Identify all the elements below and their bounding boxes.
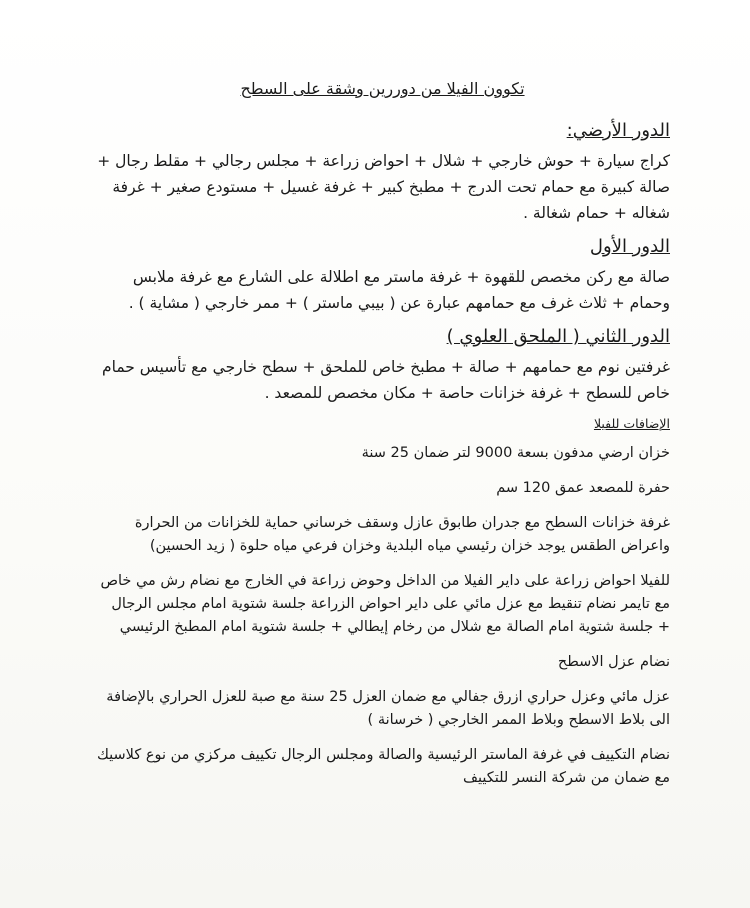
ac-text: نضام التكييف في غرفة الماستر الرئيسية والصالة ومجلس الرجال تكييف مركزي من نوع كلاسيك مع ضمان من شركة النسر للتكييف (96, 747, 670, 786)
document-title: تكوون الفيلا من دوررين وشقة على السطح (240, 79, 525, 98)
second-floor-heading: الدور الثاني ( الملحق العلوي ) (446, 326, 670, 347)
planting-text: للفيلا احواض زراعة على داير الفيلا من الداخل وحوض زراعة في الخارج مع نضام رش مي خاص مع تايمر نضام تنقيط مع عزل مائي على داير احواض الزراعة جلسة شتوية امام مجلس الرجال + جلسة شتوية امام الصالة مع شلال من رخام إيطالي + جلسة شتوية امام المطبخ الرئيسي (100, 573, 670, 635)
ground-floor-text: كراج سيارة + حوش خارجي + شلال + احواض زراعة + مجلس رجالي + مقلط رجال + صالة كبيرة مع حمام تحت الدرج + مطبخ كبير + غرفة غسيل + مستودع صغير + غرفة شغاله + حمام شغالة . (97, 152, 670, 222)
document-body (95, 78, 670, 802)
insulation-text: عزل مائي وعزل حراري ازرق جفالي مع ضمان العزل 25 سنة مع صبة للعزل الحراري بالإضافة الى بلاط الاسطح وبلاط الممر الخارجي ( خرسانة ) (106, 689, 670, 728)
second-floor-text: غرفتين نوم مع حمامهم + صالة + مطبخ خاص للملحق + سطح خارجي مع تأسيس حمام خاص للسطح + غرفة خزانات حاصة + مكان مخصص للمصعد . (102, 358, 670, 402)
first-floor-heading: الدور الأول (589, 236, 670, 257)
additions-heading: الإضافات للفيلا (593, 416, 670, 431)
ground-tank-text: خزان ارضي مدفون بسعة 9000 لتر ضمان 25 سنة (361, 445, 670, 461)
insulation-heading: نضام عزل الاسطح (557, 654, 670, 670)
elevator-pit-text: حفرة للمصعد عمق 120 سم (496, 480, 670, 496)
ground-floor-heading: الدور الأرضي: (566, 120, 670, 141)
roof-tanks-text: غرفة خزانات السطح مع جدران طابوق عازل وسقف خرساني حماية للخزانات من الحرارة واعراض الطقس يوجد خزان رئيسي مياه البلدية وخزان فرعي مياه حلوة ( زيد الحسين) (134, 515, 670, 554)
first-floor-text: صالة مع ركن مخصص للقهوة + غرفة ماستر مع اطلالة على الشارع مع غرفة ملابس وحمام + ثلاث غرف مع حمامهم عبارة عن ( بيبي ماستر ) + ممر خارجي ( مشاية ) . (128, 268, 670, 312)
